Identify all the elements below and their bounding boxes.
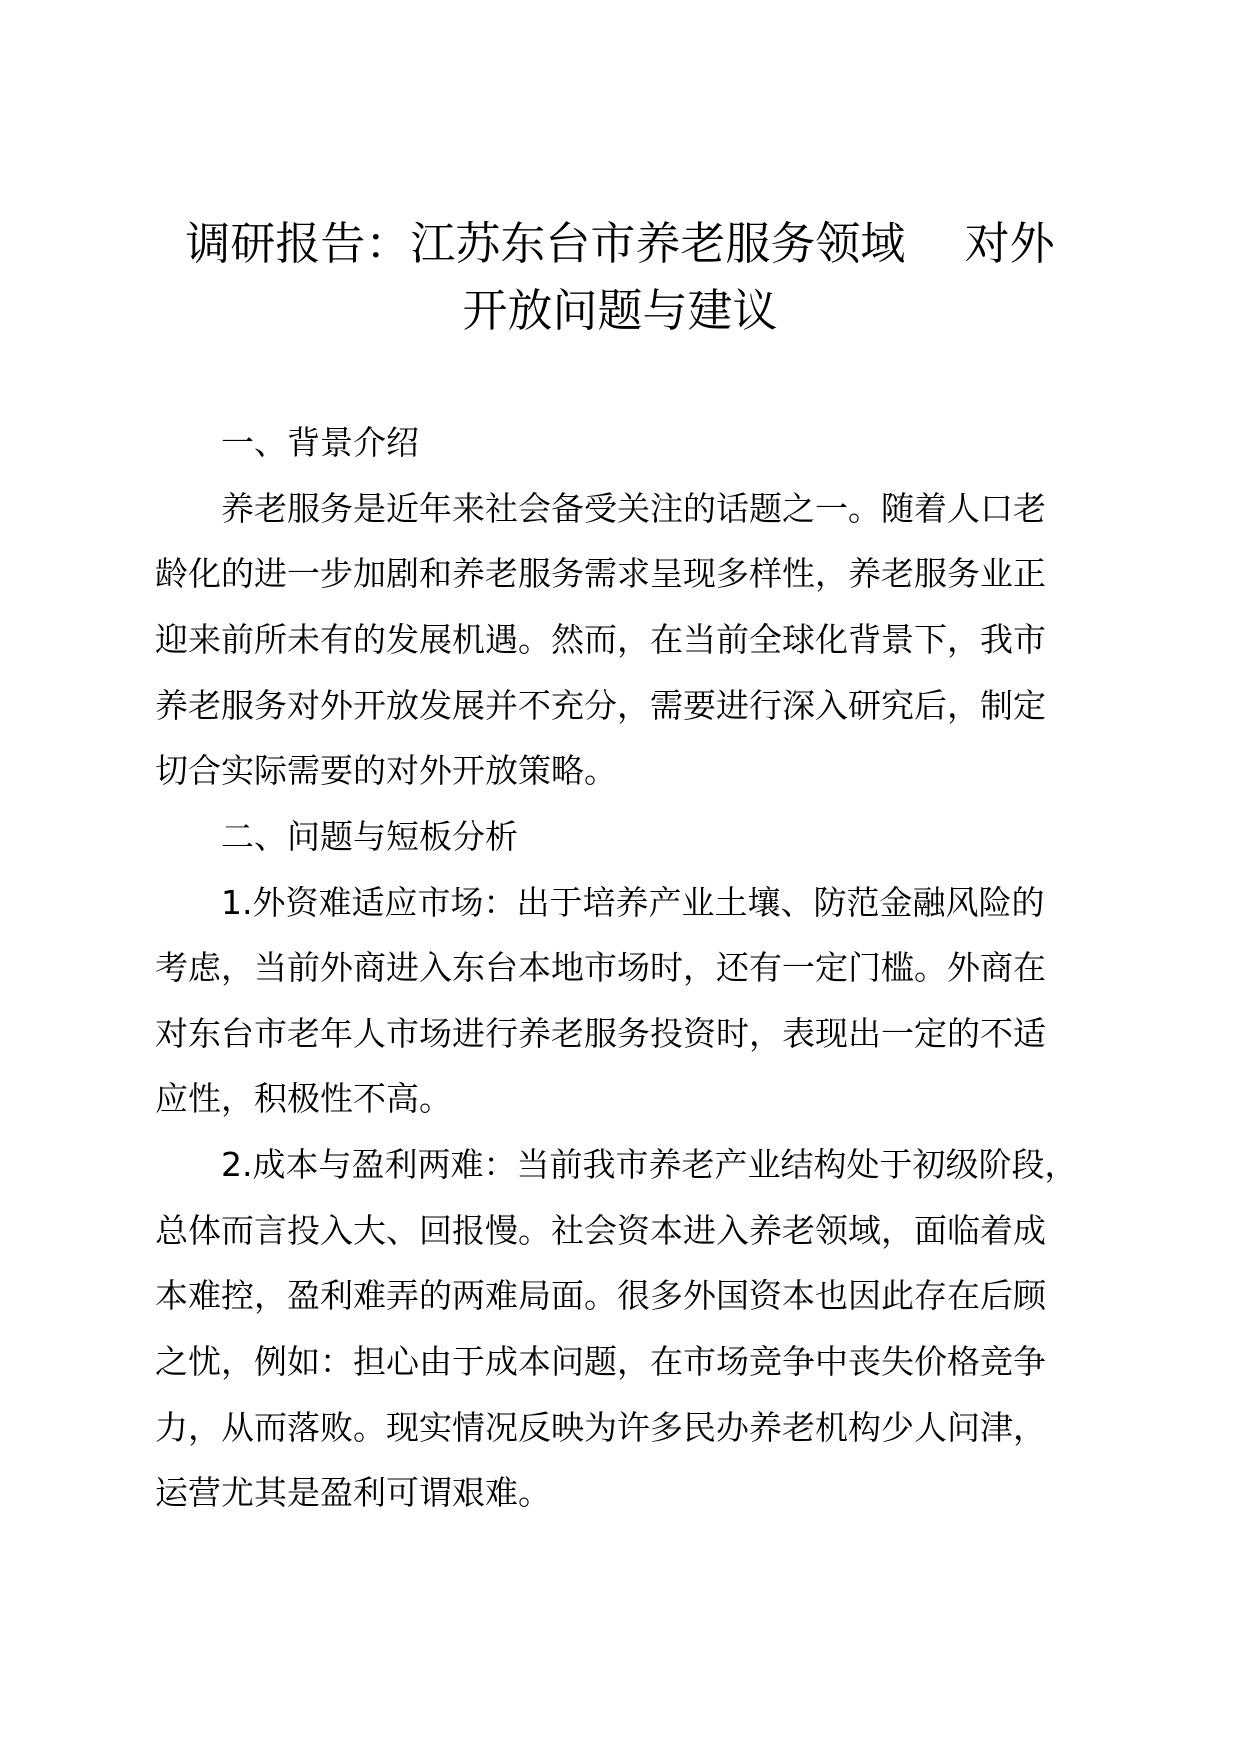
- paragraph-line: 1.外资难适应市场：出于培养产业土壤、防范金融风险的: [221, 883, 1045, 922]
- paragraph-line: 养老服务是近年来社会备受关注的话题之一。随着人口老: [221, 489, 1046, 528]
- paragraph-line: 对东台市老年人市场进行养老服务投资时，表现出一定的不适: [155, 1014, 1046, 1053]
- paragraph-line: 切合实际需要的对外开放策略。: [155, 751, 617, 790]
- paragraph-line: 应性，积极性不高。: [155, 1079, 452, 1118]
- document-title-line-2: 开放问题与建议: [462, 284, 778, 337]
- paragraph-line: 之忧，例如：担心由于成本问题，在市场竞争中丧失价格竞争: [155, 1342, 1046, 1381]
- paragraph-line: 总体而言投入大、回报慢。社会资本进入养老领域，面临着成: [155, 1211, 1046, 1250]
- section-heading-background: 一、背景介绍: [221, 423, 419, 462]
- paragraph-line: 运营尤其是盈利可谓艰难。: [155, 1473, 551, 1512]
- paragraph-line: 本难控，盈利难弄的两难局面。很多外国资本也因此存在后顾: [155, 1276, 1046, 1315]
- paragraph-line: 考虑，当前外商进入东台本地市场时，还有一定门槛。外商在: [155, 948, 1046, 987]
- paragraph-line: 龄化的进一步加剧和养老服务需求呈现多样性，养老服务业正: [155, 554, 1046, 593]
- paragraph-line: 养老服务对外开放发展并不充分，需要进行深入研究后，制定: [155, 686, 1046, 725]
- section-heading-problems: 二、问题与短板分析: [221, 817, 518, 856]
- paragraph-line: 力，从而落败。现实情况反映为许多民办养老机构少人问津，: [155, 1408, 1046, 1447]
- paragraph-line: 迎来前所未有的发展机遇。然而，在当前全球化背景下，我市: [155, 620, 1046, 659]
- document-title-line-1: 调研报告：江苏东台市养老服务领域 对外: [185, 217, 1055, 270]
- paragraph-line: 2.成本与盈利两难：当前我市养老产业结构处于初级阶段，: [221, 1145, 1078, 1184]
